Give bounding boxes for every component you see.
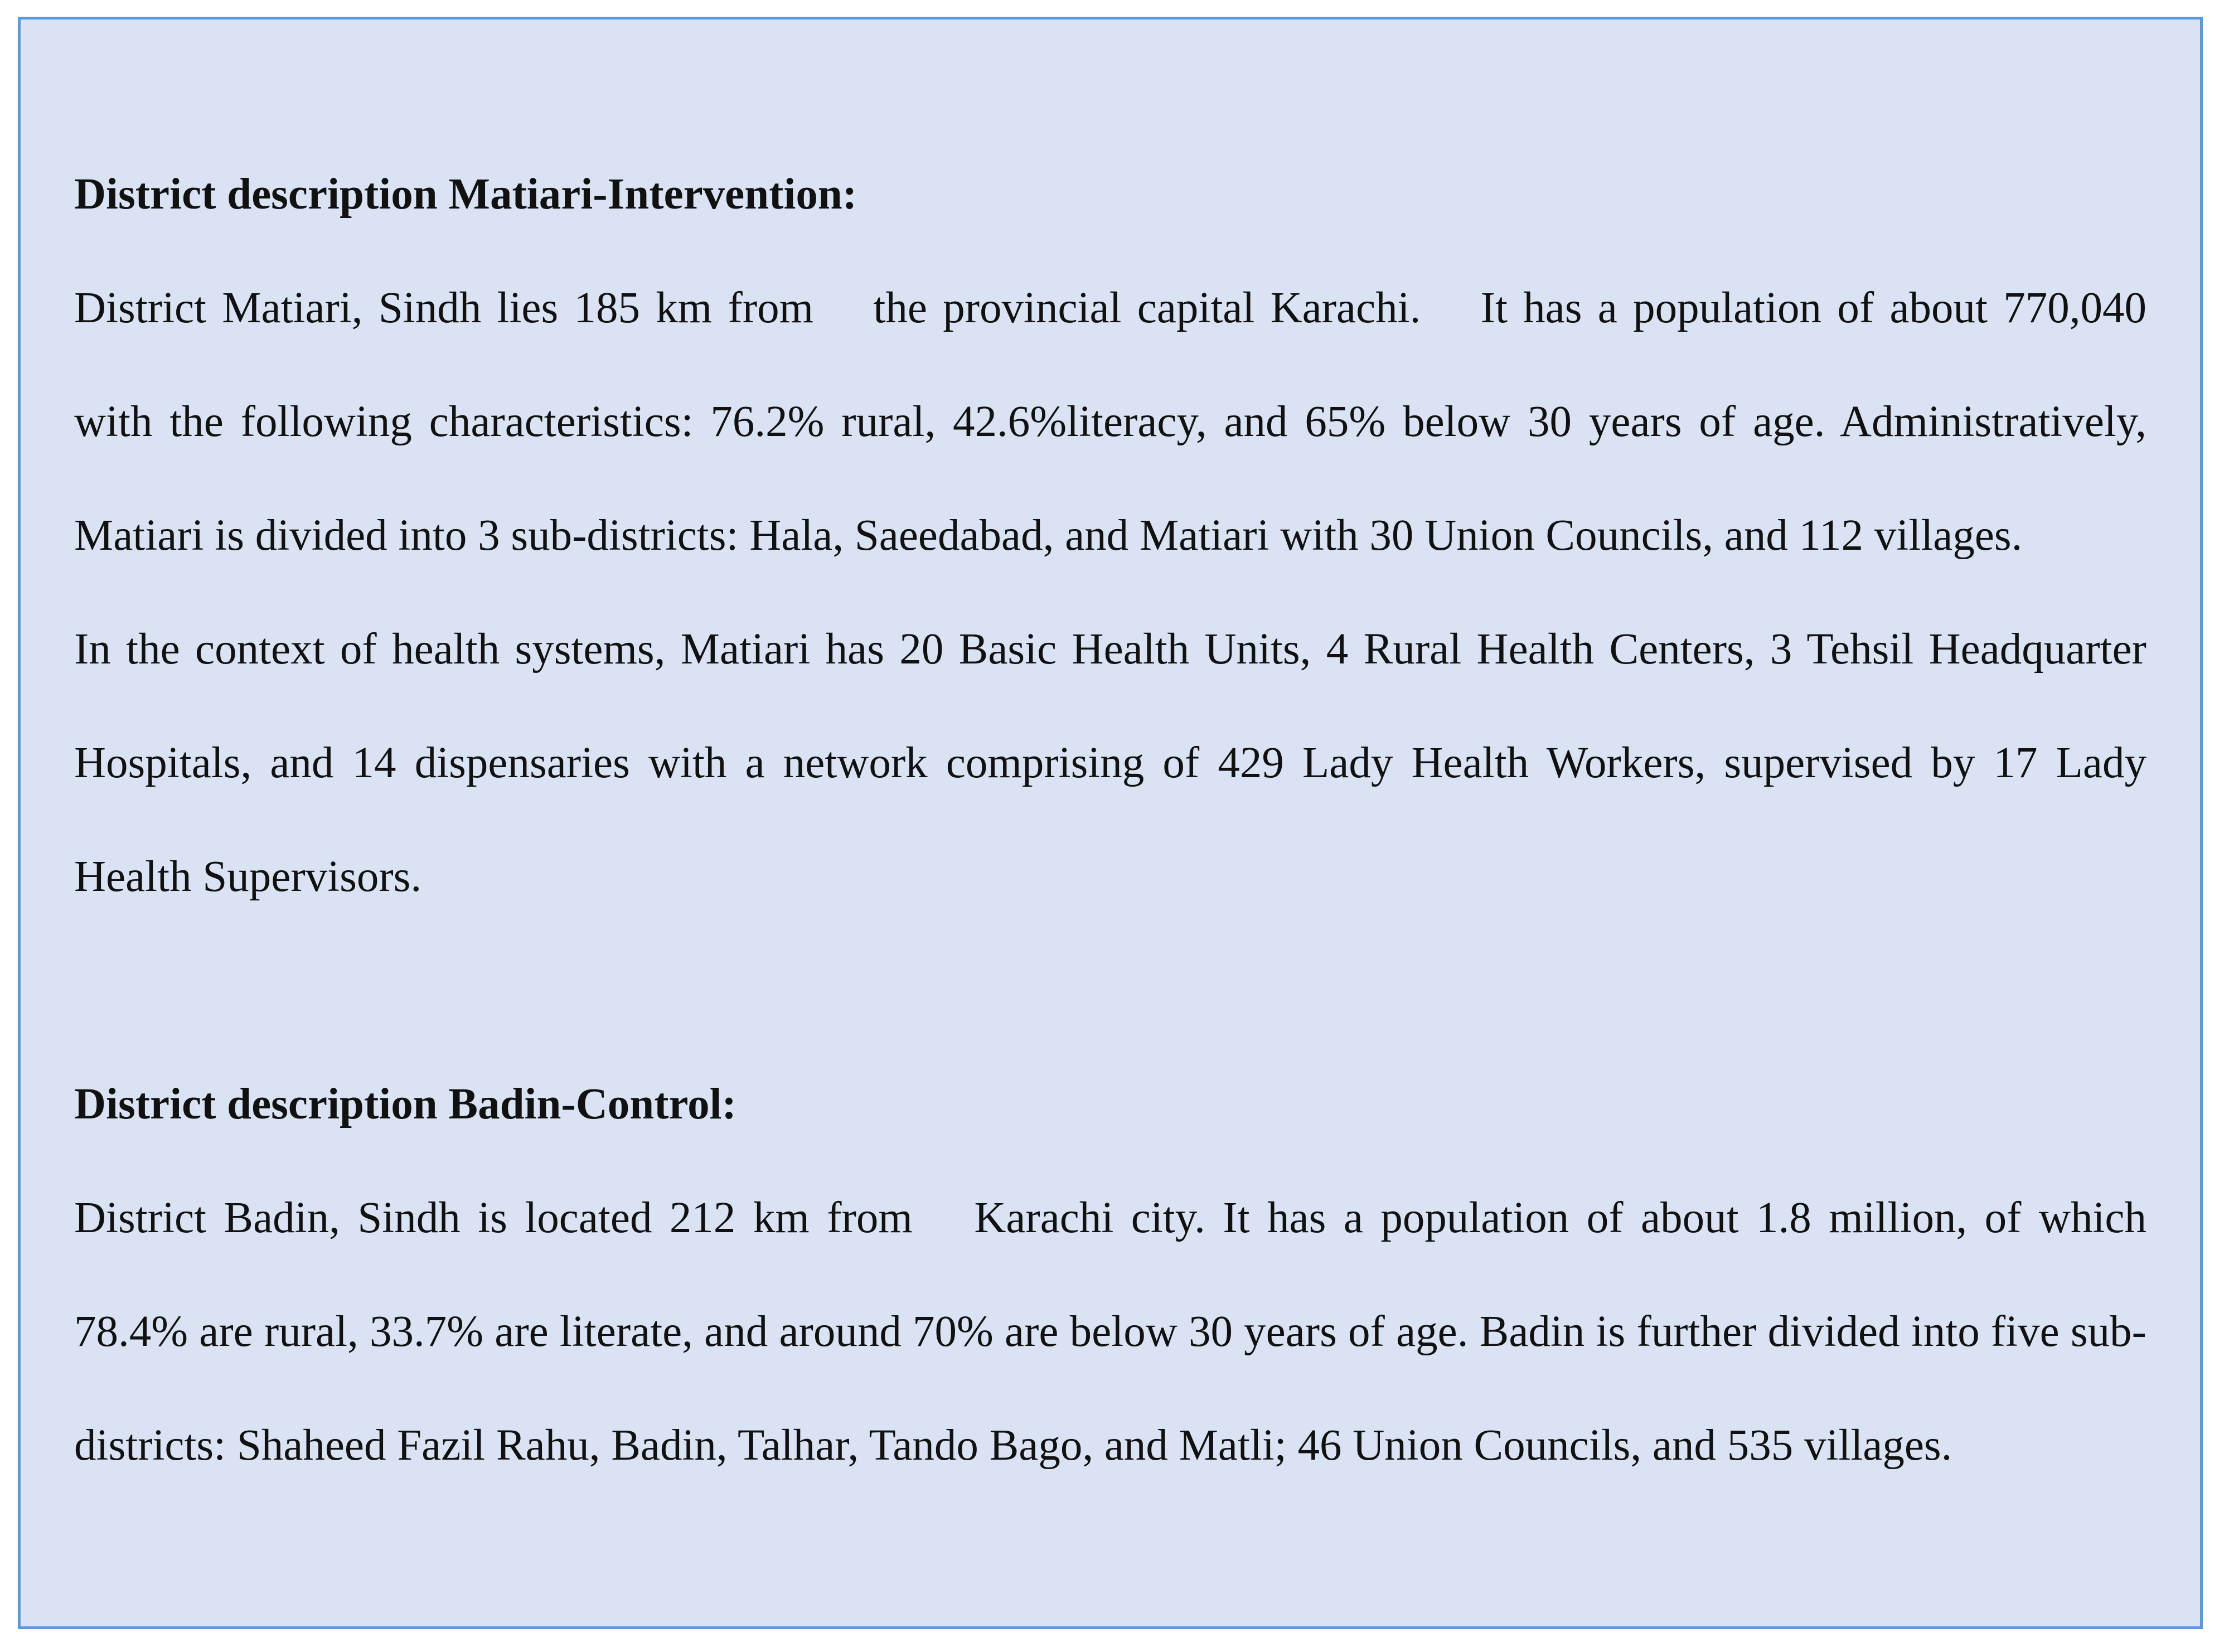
section-heading: District description Badin-Control: <box>74 1080 736 1128</box>
section-intervention <box>74 138 2146 934</box>
paragraph: District Badin, Sindh is located 212 km from Karachi city. It has a population of about 1.8 million, of which 78.4% are rural, 33.7% are literate, and around 70% are below 30 years of age. Badin is further divided into five sub-districts: Shaheed Fazil Rahu, Badin, Talhar, Tando Bago, and Matli; 46 Union Councils, and 535 villages. <box>74 1194 2146 1470</box>
section-heading: District description Matiari-Intervention: <box>74 170 857 219</box>
section-control <box>74 1048 2146 1503</box>
text-box <box>18 17 2203 1629</box>
paragraph: In the context of health systems, Matiari has 20 Basic Health Units, 4 Rural Health Centers, 3 Tehsil Headquarter Hospitals, and 14 dispensaries with a network comprising of 429 Lady Health Workers, supervised by 17 Lady Health Supervisors. <box>74 625 2146 901</box>
section-spacer <box>74 934 2146 1048</box>
paragraph: District Matiari, Sindh lies 185 km from the provincial capital Karachi. It has a population of about 770,040 with the following characteristics: 76.2% rural, 42.6%literacy, and 65% below 30 years of age. Administratively, Matiari is divided into 3 sub-districts: Hala, Saeedabad, and Matiari with 30 Union Councils, and 112 villages. <box>74 284 2146 560</box>
